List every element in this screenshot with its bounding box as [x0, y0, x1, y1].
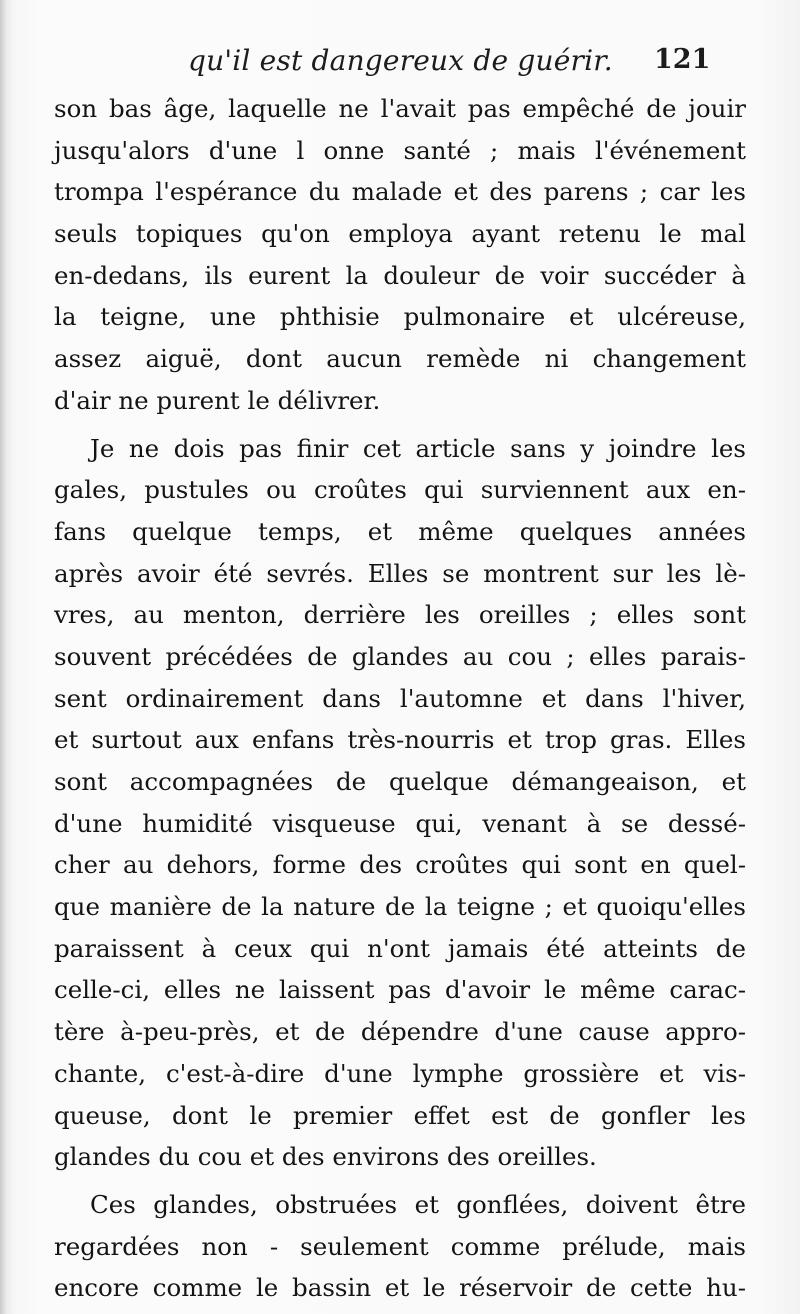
text-line: assez aiguë, dont aucun remède ni changement — [54, 344, 746, 374]
text-line: trompa l'espérance du malade et des parens ; car les — [54, 177, 746, 207]
text-line: queuse, dont le premier effet est de gonfler les — [54, 1100, 746, 1130]
text-line: la teigne, une phthisie pulmonaire et ulcéreuse, — [54, 302, 746, 332]
text-line: et surtout aux enfans très-nourris et trop gras. Elles — [54, 725, 746, 755]
page-number: 121 — [654, 44, 711, 75]
text-line: que manière de la nature de la teigne ; et quoiqu'elles — [54, 892, 746, 922]
text-line: gales, pustules ou croûtes qui surviennent aux en- — [54, 475, 746, 505]
text-line: glandes du cou et des environs des oreilles. — [54, 1142, 597, 1172]
text-line: après avoir été sevrés. Elles se montrent sur les lè- — [54, 558, 746, 588]
text-line: d'air ne purent le délivrer. — [54, 385, 381, 415]
text-line: cher au dehors, forme des croûtes qui sont en quel- — [54, 850, 746, 880]
text-line: encore comme le bassin et le réservoir de cette hu- — [54, 1273, 746, 1303]
text-line: chante, c'est-à-dire d'une lymphe grossière et vis- — [54, 1058, 746, 1088]
text-line: regardées non - seulement comme prélude, mais — [54, 1231, 746, 1261]
text-line: vres, au menton, derrière les oreilles ; elles sont — [54, 600, 746, 630]
text-line: sont accompagnées de quelque démangeaison, et — [54, 767, 746, 796]
text-line: Je ne dois pas finir cet article sans y joindre les — [90, 433, 746, 463]
text-line: seuls topiques qu'on employa ayant retenu le mal — [54, 219, 746, 249]
text-line: en-dedans, ils eurent la douleur de voir succéder à — [54, 260, 746, 290]
text-line: tère à-peu-près, et de dépendre d'une cause appro- — [54, 1017, 746, 1047]
text-line: fans quelque temps, et même quelques années — [54, 516, 746, 546]
text-line: Ces glandes, obstruées et gonflées, doivent être — [90, 1189, 746, 1219]
text-line: paraissent à ceux qui n'ont jamais été atteints de — [54, 933, 746, 963]
text-line: sent ordinairement dans l'automne et dans l'hiver, — [54, 683, 746, 713]
body-text — [54, 88, 746, 1309]
running-head — [0, 34, 800, 86]
running-title: qu'il est dangereux de guérir. — [188, 44, 613, 77]
text-line: celle-ci, elles ne laissent pas d'avoir le même carac- — [54, 975, 746, 1005]
text-line: d'une humidité visqueuse qui, venant à se dessé- — [54, 808, 746, 838]
text-line: son bas âge, laquelle ne l'avait pas empêché de jouir — [54, 94, 746, 123]
text-line: jusqu'alors d'une l onne santé ; mais l'événement — [54, 135, 746, 165]
text-line: souvent précédées de glandes au cou ; elles parais- — [54, 641, 746, 671]
